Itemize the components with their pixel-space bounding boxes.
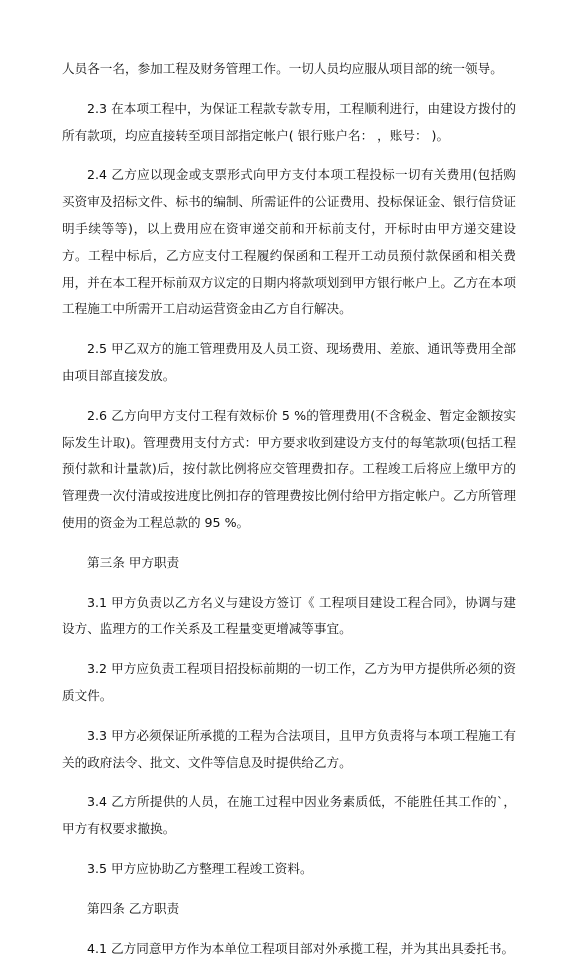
- clause-2-6: 2.6 乙方向甲方支付工程有效标价 5 %的管理费用(不含税金、暂定金额按实际发生计取)。管理费用支付方式：甲方要求收到建设方支付的每笔款项(包括工程预付款和计量款)后，按付款比例将应交管理费扣存。工程竣工后将应上缴甲方的管理费一次付清或按进度比例扣存的管理费按比例付给甲方指定帐户。乙方所管理使用的资金为工程总款的 95 %。: [62, 407, 516, 530]
- clause-3-2: 3.2 甲方应负责工程项目招投标前期的一切工作，乙方为甲方提供所必须的资质文件。: [62, 661, 516, 703]
- clause-2-4: 2.4 乙方应以现金或支票形式向甲方支付本项工程投标一切有关费用(包括购买资审及招标文件、标书的编制、所需证件的公证费用、投标保证金、银行信贷证明手续等等)，以上费用应在资审递交前和开标前支付，开标时由甲方递交建设方。工程中标后，乙方应支付工程履约保函和工程开工动员预付款保函和相关费用，并在本工程开标前双方议定的日期内将款项划到甲方银行帐户上。乙方在本项工程施工中所需开工启动运营资金由乙方自行解决。: [62, 167, 516, 317]
- clause-3-5: 3.5 甲方应协助乙方整理工程竣工资料。: [87, 860, 313, 876]
- clause-3-1: 3.1 甲方负责以乙方名义与建设方签订《 工程项目建设工程合同》，协调与建设方、监理方的工作关系及工程量变更增减等事宜。: [62, 594, 516, 637]
- paragraph-continuation: 人员各一名，参加工程及财务管理工作。一切人员均应服从项目部的统一领导。: [62, 61, 503, 76]
- section-heading-article-4: 第四条 乙方职责: [87, 900, 180, 916]
- clause-2-3: 2.3 在本项工程中，为保证工程款专款专用，工程顺利进行，由建设方拨付的所有款项，均应直接转至项目部指定帐户( 银行账户名： ，账号： )。: [62, 100, 516, 143]
- clause-3-3: 3.3 甲方必须保证所承揽的工程为合法项目，且甲方负责将与本项工程施工有关的政府法令、批文、文件等信息及时提供给乙方。: [62, 727, 516, 770]
- clause-2-5: 2.5 甲乙双方的施工管理费用及人员工资、现场费用、差旅、通讯等费用全部由项目部直接发放。: [62, 341, 516, 383]
- clause-4-1: 4.1 乙方同意甲方作为本单位工程项目部对外承揽工程，并为其出具委托书。: [87, 940, 515, 956]
- clause-3-4: 3.4 乙方所提供的人员，在施工过程中因业务素质低，不能胜任其工作的`，甲方有权要求撤换。: [62, 794, 516, 837]
- section-heading-article-3: 第三条 甲方职责: [87, 554, 180, 570]
